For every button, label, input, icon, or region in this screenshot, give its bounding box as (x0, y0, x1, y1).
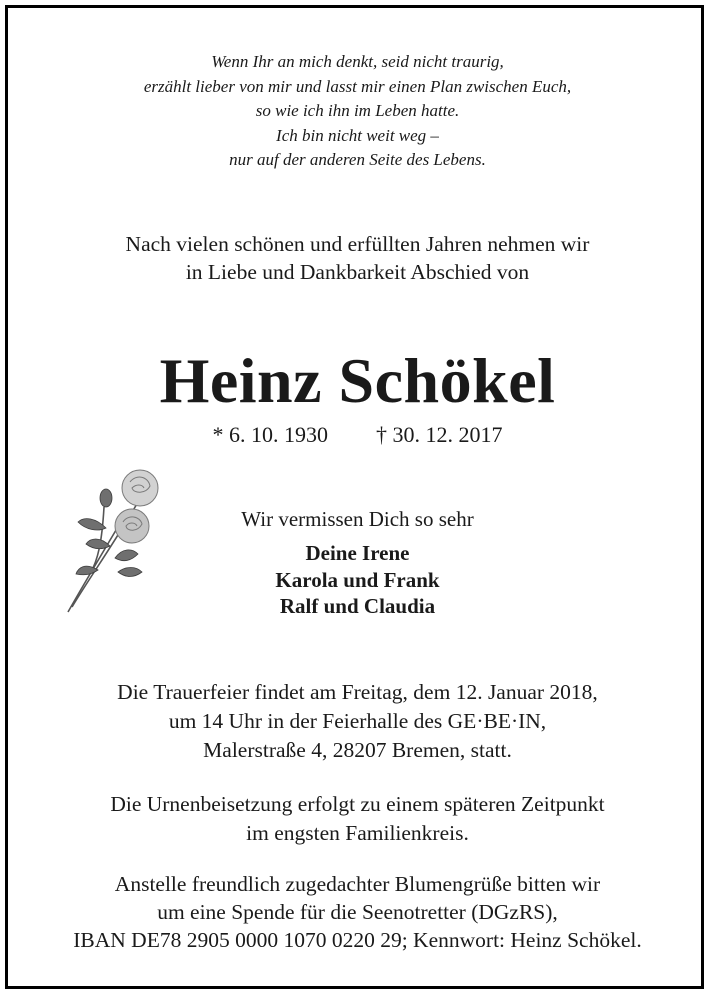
family-line: Deine Irene (305, 541, 410, 565)
donation-line: IBAN DE78 2905 0000 1070 0220 29; Kennwort: Heinz Schökel. (73, 928, 642, 952)
intro-line: in Liebe und Dankbarkeit Abschied von (185, 260, 530, 284)
family-signatures (0, 540, 715, 620)
family-line: Karola und Frank (275, 567, 440, 592)
urn-burial-info (0, 790, 715, 848)
donation-line: Anstelle freundlich zugedachter Blumengrüße bitten wir (114, 872, 601, 896)
funeral-service-info (0, 678, 715, 765)
intro-line: Nach vielen schönen und erfüllten Jahren nehmen wir (125, 232, 590, 256)
service-line: Malerstraße 4, 28207 Bremen, statt. (203, 738, 512, 762)
intro-text (0, 230, 715, 286)
poem-line: nur auf der anderen Seite des Lebens. (229, 150, 486, 169)
death-date: † 30. 12. 2017 (376, 422, 503, 447)
rose-bloom (122, 470, 158, 506)
poem-line: erzählt lieber von mir und lasst mir einen Plan zwischen Euch, (143, 76, 572, 96)
service-line: Die Trauerfeier findet am Freitag, dem 12. Januar 2018, (117, 680, 598, 704)
donation-info (0, 870, 715, 954)
urn-line: im engsten Familienkreis. (246, 821, 469, 845)
poem-line: Wenn Ihr an mich denkt, seid nicht traurig, (211, 52, 504, 71)
birth-date: * 6. 10. 1930 (212, 422, 328, 447)
poem (0, 50, 715, 173)
deceased-name: Heinz Schökel (159, 345, 556, 416)
miss-text: Wir vermissen Dich so sehr (241, 507, 474, 531)
family-line: Ralf und Claudia (279, 594, 436, 618)
life-dates (0, 421, 715, 449)
poem-line: so wie ich ihn im Leben hatte. (255, 101, 460, 120)
donation-line: um eine Spende für die Seenotretter (DGzRS), (157, 900, 558, 924)
service-line: um 14 Uhr in der Feierhalle des GE·BE·IN, (168, 709, 547, 733)
poem-line: Ich bin nicht weit weg – (276, 125, 439, 145)
urn-line: Die Urnenbeisetzung erfolgt zu einem späteren Zeitpunkt (110, 792, 605, 816)
